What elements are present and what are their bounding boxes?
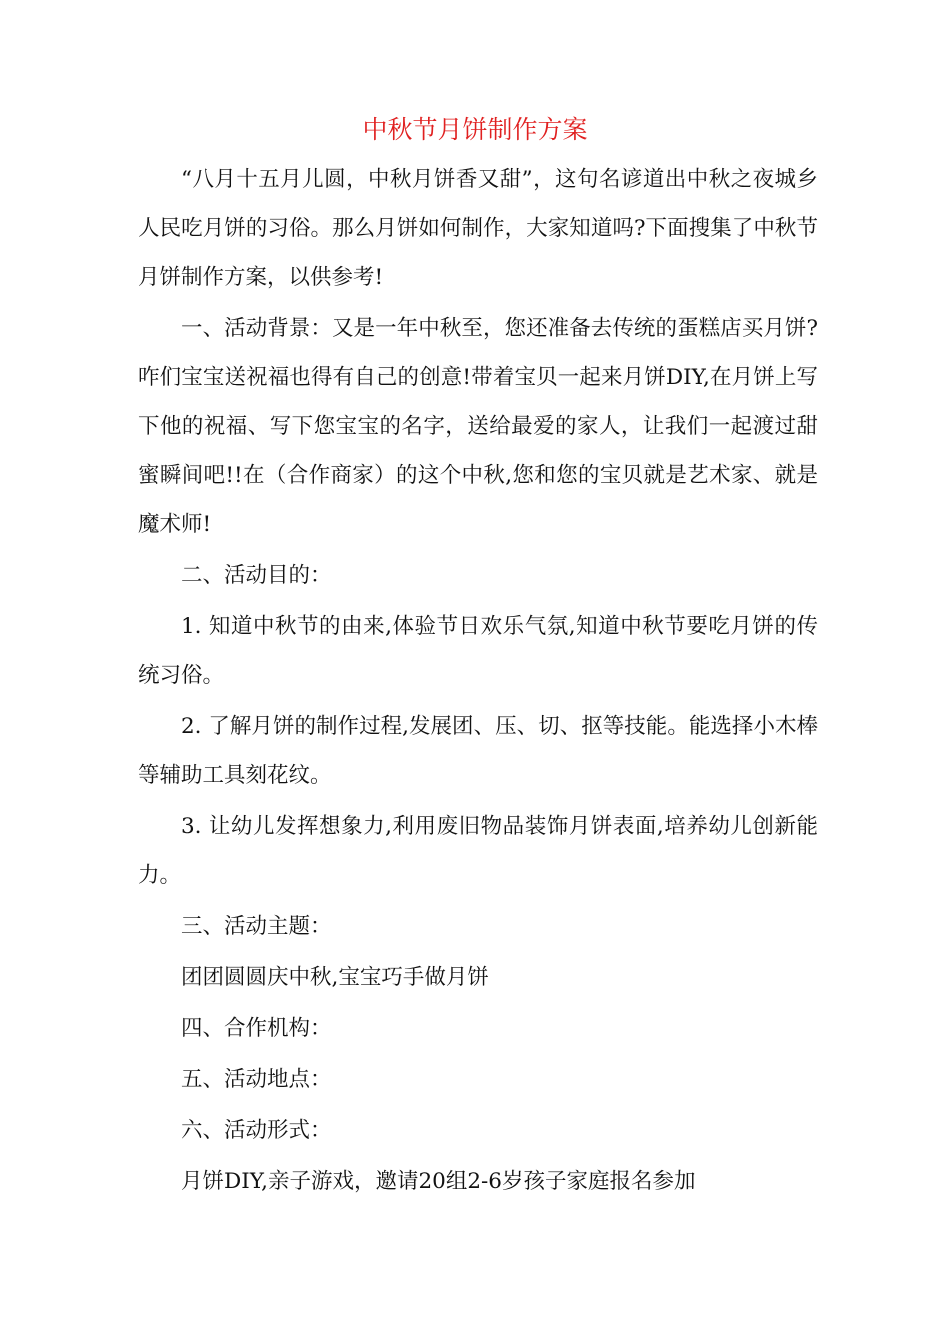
paragraph-intro: “八月十五月儿圆，中秋月饼香又甜”，这句名谚道出中秋之夜城乡人民吃月饼的习俗。那么月饼如何制作，大家知道吗?下面搜集了中秋节月饼制作方案，以供参考!	[138, 167, 818, 290]
paragraph-format: 月饼DIY,亲子游戏，邀请20组2-6岁孩子家庭报名参加	[181, 1169, 696, 1194]
heading-purpose: 二、活动目的：	[181, 563, 332, 588]
heading-theme: 三、活动主题：	[181, 914, 332, 939]
paragraph-purpose-2: 2. 了解月饼的制作过程,发展团、压、切、抠等技能。能选择小木棒等辅助工具刻花纹。	[138, 714, 818, 788]
paragraph-theme: 团团圆圆庆中秋,宝宝巧手做月饼	[181, 965, 489, 990]
paragraph-background: 一、活动背景：又是一年中秋至，您还准备去传统的蛋糕店买月饼?咋们宝宝送祝福也得有自己的创意!带着宝贝一起来月饼DIY,在月饼上写下他的祝福、写下您宝宝的名字，送给最爱的家人，让我们一起渡过甜蜜瞬间吧!!在（合作商家）的这个中秋,您和您的宝贝就是艺术家、就是魔术师!	[138, 316, 818, 537]
heading-location: 五、活动地点：	[181, 1067, 332, 1092]
heading-format: 六、活动形式：	[181, 1118, 332, 1143]
paragraph-purpose-3: 3. 让幼儿发挥想象力,利用废旧物品装饰月饼表面,培养幼儿创新能力。	[138, 814, 818, 888]
heading-partner: 四、合作机构：	[181, 1016, 332, 1041]
document-title: 中秋节月饼制作方案	[362, 115, 588, 144]
document-body	[138, 155, 818, 1206]
paragraph-purpose-1: 1. 知道中秋节的由来,体验节日欢乐气氛,知道中秋节要吃月饼的传统习俗。	[138, 614, 818, 688]
